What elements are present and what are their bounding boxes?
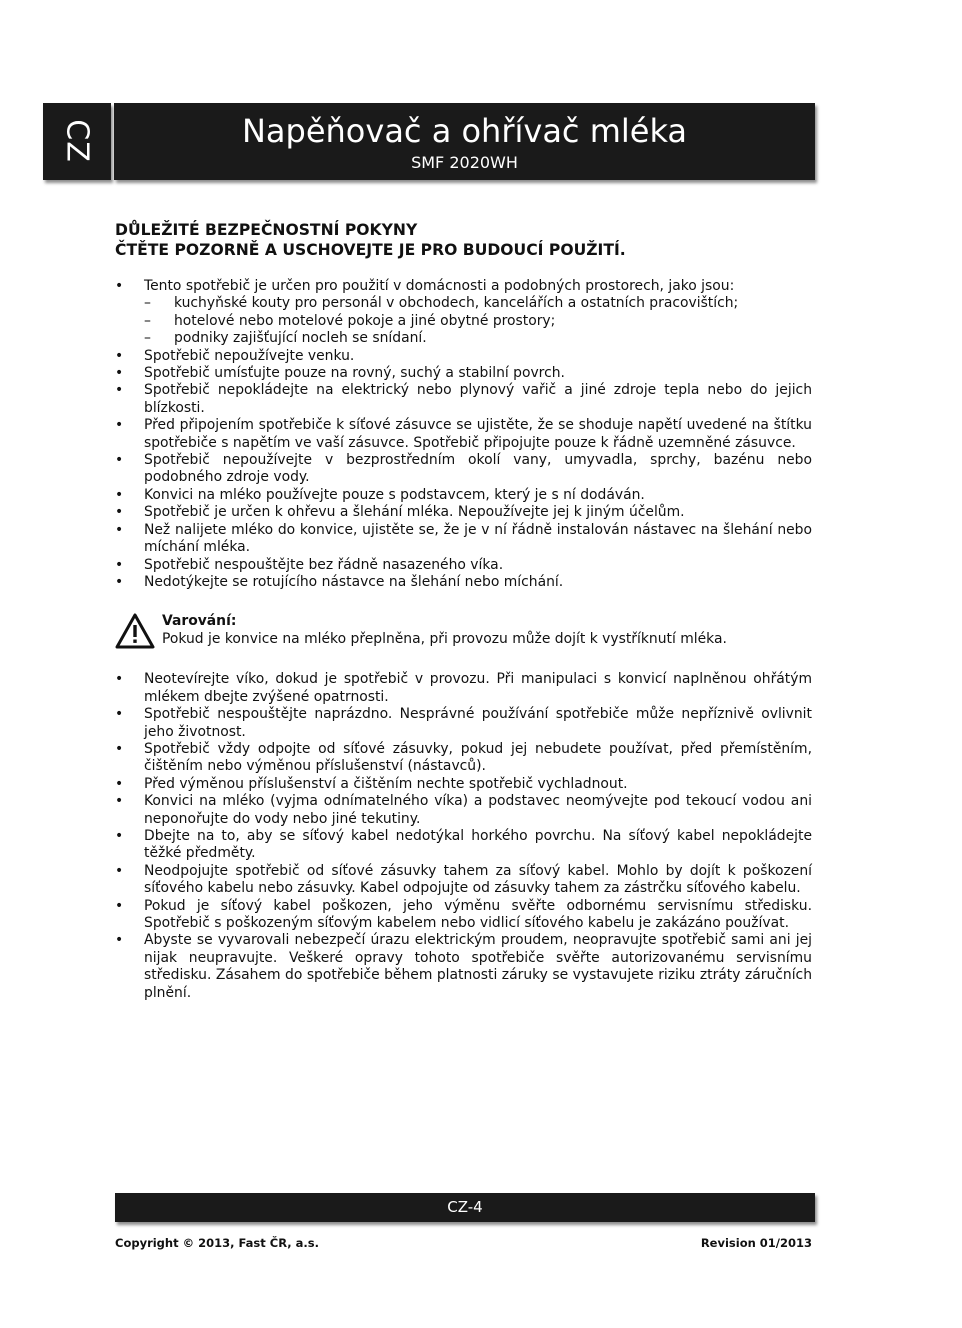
safety-list-2 bbox=[115, 671, 812, 1002]
page-number-bar bbox=[115, 1193, 815, 1222]
list-item: • Neodpojujte spotřebič od síťové zásuvky tahem za síťový kabel. Mohlo by dojít k poškození síťového kabelu nebo zásuvky. Kabel odpojujte od zásuvky tahem za zástrčku síťového kabelu. bbox=[115, 863, 812, 898]
page-title: Napěňovač a ohřívač mléka bbox=[241, 112, 688, 150]
page-header bbox=[43, 103, 815, 180]
list-item: • Spotřebič nepoužívejte venku. bbox=[115, 348, 812, 365]
list-item: • Spotřebič vždy odpojte od síťové zásuvky, pokud jej nebudete používat, před přemístěním, čištěním nebo výměnou příslušenství (nástavců). bbox=[115, 741, 812, 776]
copyright: Copyright © 2013, Fast ČR, a.s. bbox=[115, 1236, 319, 1250]
list-item-text: Tento spotřebič je určen pro použití v domácnosti a podobných prostorech, jako jsou: bbox=[144, 278, 735, 294]
sub-list-item: – kuchyňské kouty pro personál v obchodech, kancelářích a ostatních pracovištích; bbox=[144, 295, 812, 312]
safety-list-1 bbox=[115, 278, 812, 591]
list-item: • Před připojením spotřebiče k síťové zásuvce se ujistěte, že se shoduje napětí uvedené na štítku spotřebiče s napětím ve vaší zásuvce. Spotřebič připojujte pouze k řádně uzemněné zásuvce. bbox=[115, 417, 812, 452]
warning-text: Pokud je konvice na mléko přeplněna, při provozu může dojít k vystříknutí mléka. bbox=[162, 630, 727, 647]
list-item: • Spotřebič nepokládejte na elektrický nebo plynový vařič a jiné zdroje tepla nebo do jejich blízkosti. bbox=[115, 382, 812, 417]
list-item: • Než nalijete mléko do konvice, ujistěte se, že je v ní řádně instalován nástavec na šlehání nebo míchání mléka. bbox=[115, 522, 812, 557]
list-item: • Spotřebič je určen k ohřevu a šlehání mléka. Nepoužívejte jej k jiným účelům. bbox=[115, 504, 812, 521]
warning-label: Varování: bbox=[162, 613, 237, 630]
content bbox=[115, 220, 812, 1002]
revision: Revision 01/2013 bbox=[700, 1236, 812, 1250]
sub-list-item: – podniky zajišťující nocleh se snídaní. bbox=[144, 330, 812, 347]
page-number: CZ-4 bbox=[447, 1198, 483, 1216]
list-item: • Nedotýkejte se rotujícího nástavce na šlehání nebo míchání. bbox=[115, 574, 812, 591]
heading-safety: DŮLEŽITÉ BEZPEČNOSTNÍ POKYNY bbox=[115, 221, 418, 239]
sub-list-item: – hotelové nebo motelové pokoje a jiné obytné prostory; bbox=[144, 313, 812, 330]
heading-read-carefully: ČTĚTE POZORNĚ A USCHOVEJTE JE PRO BUDOUCÍ POUŽITÍ. bbox=[115, 241, 626, 259]
list-item: • Před výměnou příslušenství a čištěním nechte spotřebič vychladnout. bbox=[115, 776, 812, 793]
warning-box bbox=[115, 613, 812, 649]
list-item: • Neotevírejte víko, dokud je spotřebič v provozu. Při manipulaci s konvicí naplněnou ohřátým mlékem dbejte zvýšené opatrnosti. bbox=[115, 671, 812, 706]
language-tab bbox=[43, 103, 111, 180]
list-item: • Spotřebič nepoužívejte v bezprostředním okolí vany, umyvadla, sprchy, bazénu nebo podobného zdroje vody. bbox=[115, 452, 812, 487]
list-item: • Pokud je síťový kabel poškozen, jeho výměnu svěřte odbornému servisnímu středisku. Spotřebič s poškozeným síťovým kabelem nebo vidlicí síťového kabelu je zakázáno používat. bbox=[115, 898, 812, 933]
list-item: • Abyste se vyvarovali nebezpečí úrazu elektrickým proudem, neopravujte spotřebič sami ani jej nijak neupravujte. Veškeré opravy tohoto spotřebiče svěřte autorizovanému servisnímu středisku. Zásahem do spotřebiče během platnosti záruky se vystavujete riziku ztráty záručních plnění. bbox=[115, 932, 812, 1002]
list-item: • Dbejte na to, aby se síťový kabel nedotýkal horkého povrchu. Na síťový kabel nepokládejte těžké předměty. bbox=[115, 828, 812, 863]
language-code: CZ bbox=[59, 119, 95, 163]
list-item: • Konvici na mléko (vyjma odnímatelného víka) a podstavec neomývejte pod tekoucí vodou ani neponořujte do vody nebo jiné tekutiny. bbox=[115, 793, 812, 828]
title-bar bbox=[114, 103, 815, 180]
list-item: • Spotřebič nespouštějte bez řádně nasazeného víka. bbox=[115, 557, 812, 574]
list-item bbox=[115, 278, 812, 348]
list-item: • Spotřebič umísťujte pouze na rovný, suchý a stabilní povrch. bbox=[115, 365, 812, 382]
warning-triangle-icon bbox=[115, 613, 155, 649]
list-item: • Konvici na mléko používejte pouze s podstavcem, který je s ní dodáván. bbox=[115, 487, 812, 504]
model-number: SMF 2020WH bbox=[411, 153, 518, 172]
sub-list bbox=[144, 295, 812, 347]
list-item: • Spotřebič nespouštějte naprázdno. Nesprávné používání spotřebiče může nepříznivě ovlivnit jeho životnost. bbox=[115, 706, 812, 741]
